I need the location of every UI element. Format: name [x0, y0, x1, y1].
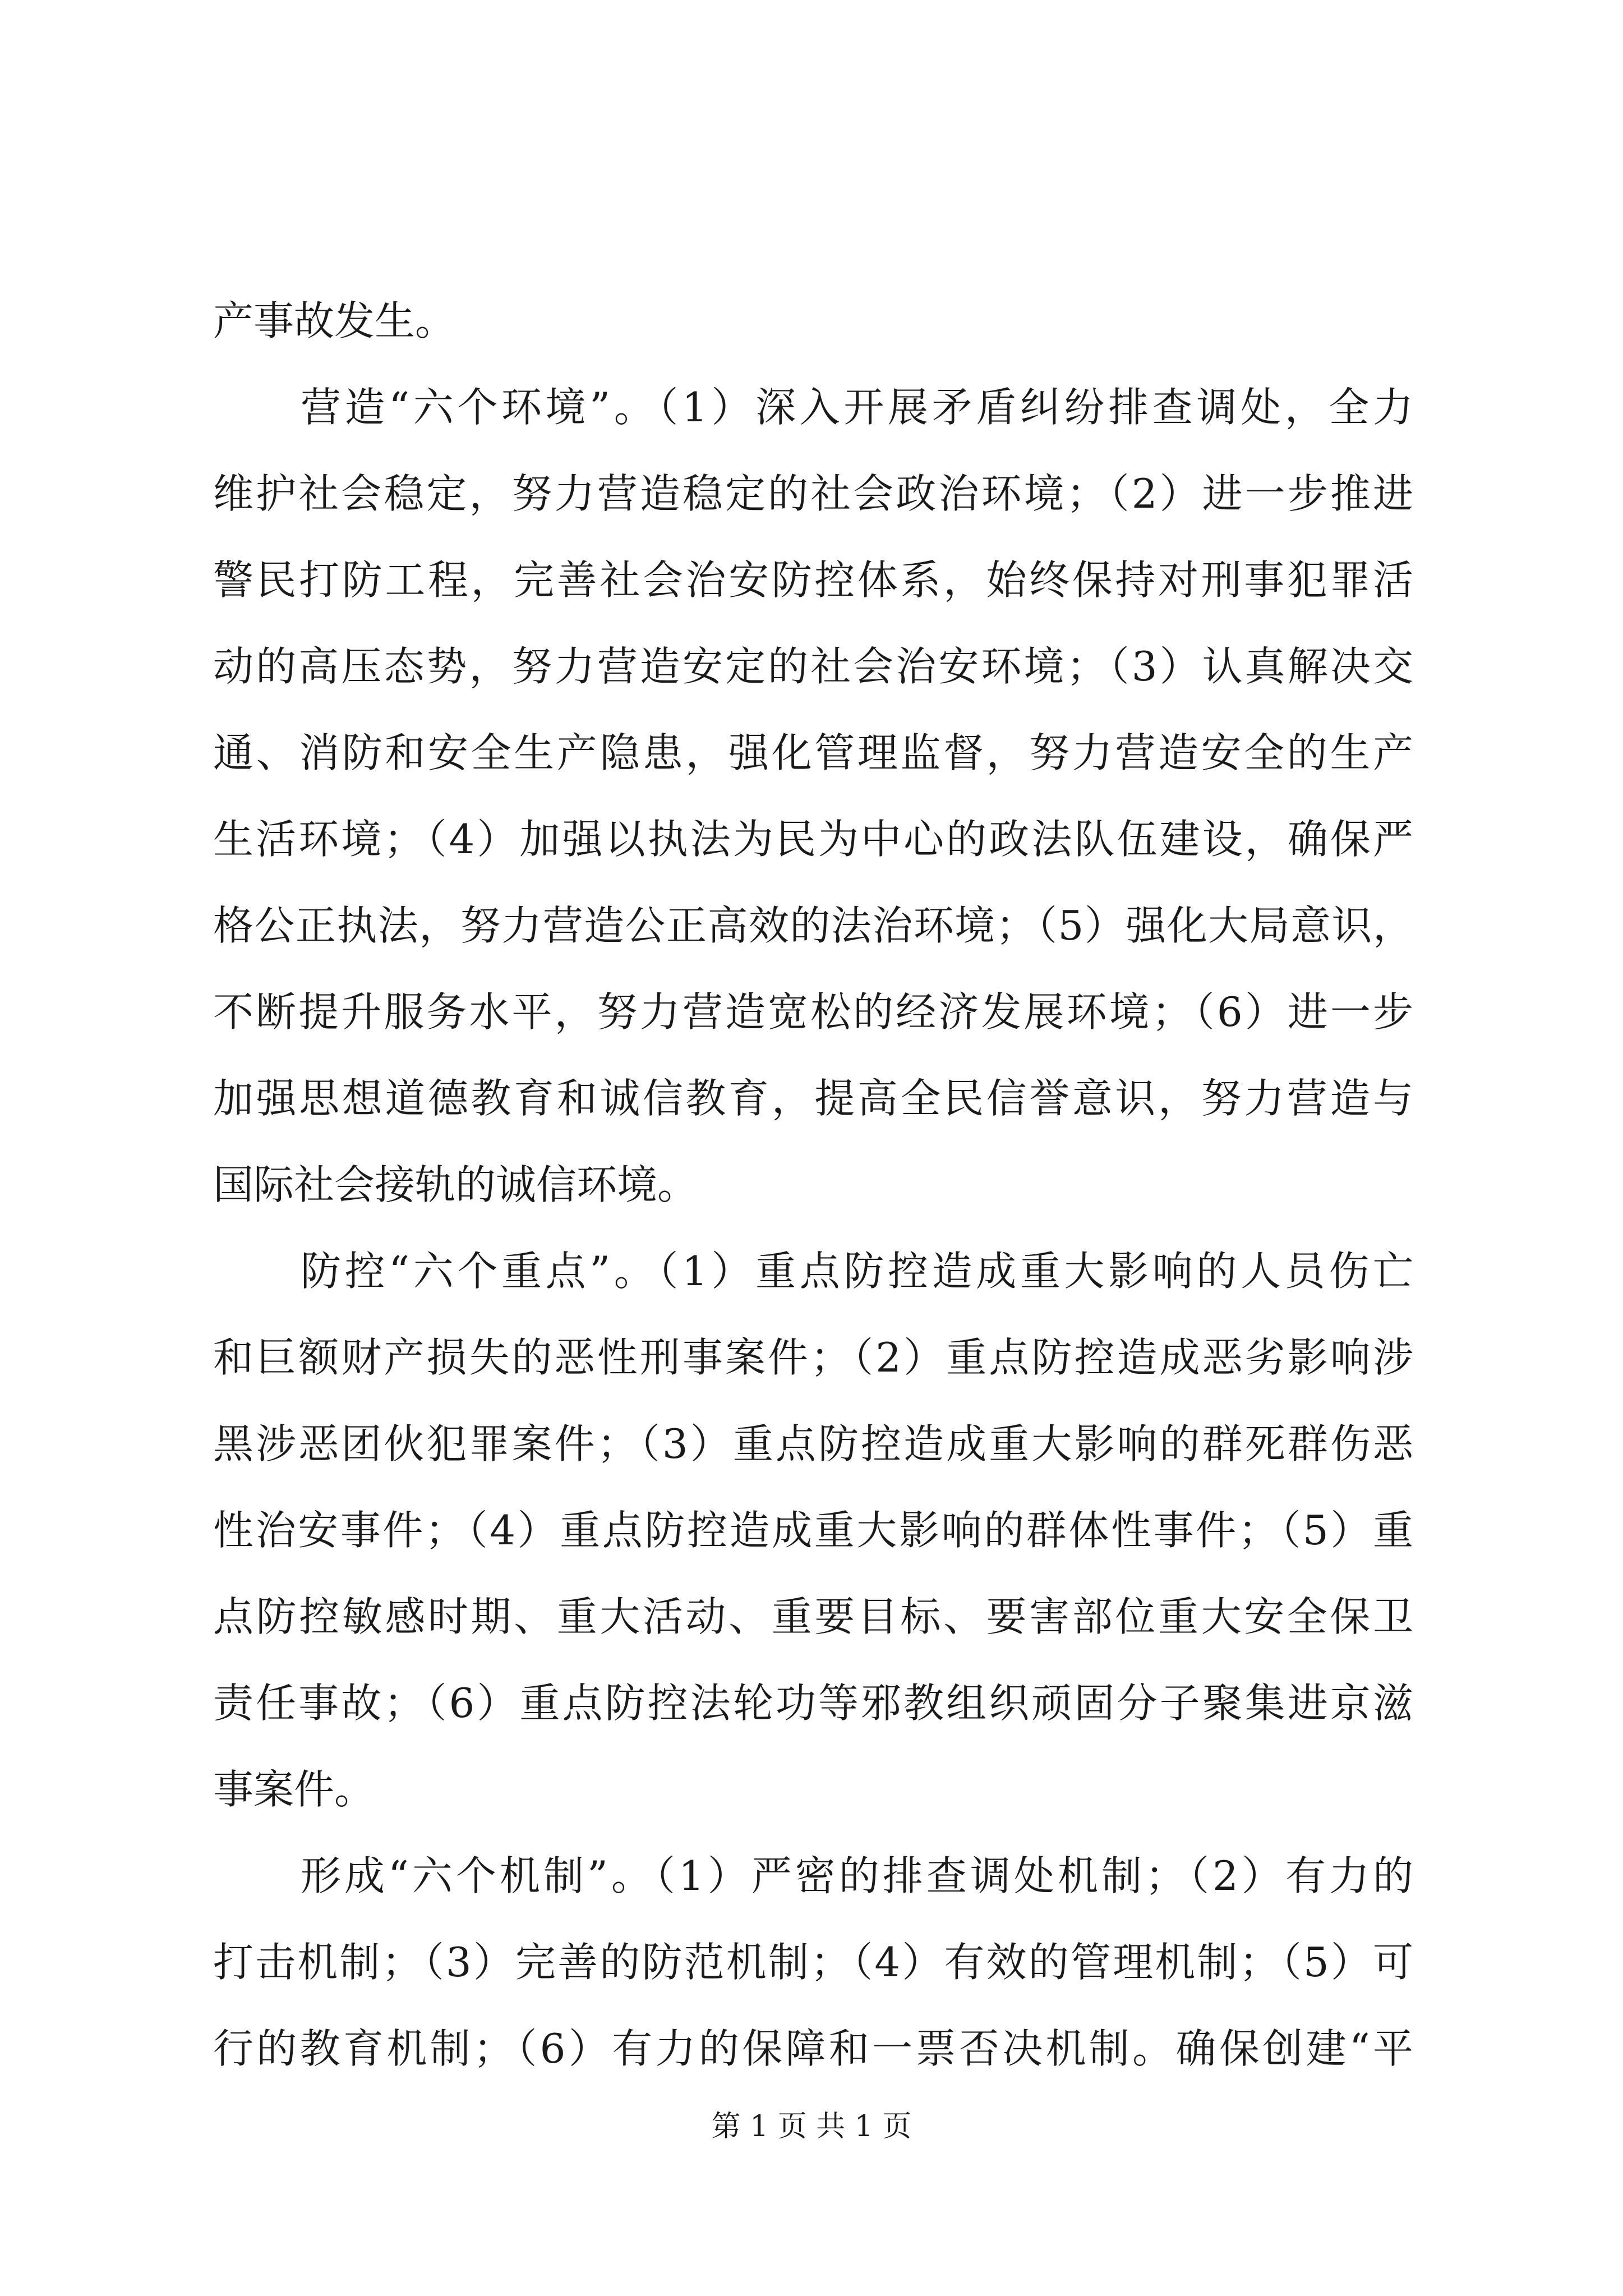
- paragraph-line: 黑涉恶团伙犯罪案件；（3）重点防控造成重大影响的群死群伤恶: [213, 1420, 1413, 1467]
- paragraph-line: 通、消防和安全生产隐患，强化管理监督，努力营造安全的生产: [213, 729, 1413, 776]
- paragraph-line: 警民打防工程，完善社会治安防控体系，始终保持对刑事犯罪活: [213, 556, 1413, 604]
- paragraph-line: 形成“六个机制”。（1）严密的排查调处机制；（2）有力的: [301, 1852, 1413, 1899]
- paragraph-line: 点防控敏感时期、重大活动、重要目标、要害部位重大安全保卫: [213, 1593, 1413, 1640]
- paragraph-line: 维护社会稳定，努力营造稳定的社会政治环境；（2）进一步推进: [213, 470, 1413, 517]
- paragraph-line: 责任事故；（6）重点防控法轮功等邪教组织顽固分子聚集进京滋: [213, 1680, 1413, 1727]
- paragraph-line: 动的高压态势，努力营造安定的社会治安环境；（3）认真解决交: [213, 643, 1413, 690]
- paragraph-line: 产事故发生。: [213, 297, 456, 344]
- paragraph-line: 国际社会接轨的诚信环境。: [213, 1161, 698, 1208]
- paragraph-line: 打击机制；（3）完善的防范机制；（4）有效的管理机制；（5）可: [213, 1939, 1413, 1986]
- paragraph-line: 性治安事件；（4）重点防控造成重大影响的群体性事件；（5）重: [213, 1507, 1413, 1554]
- page-footer: 第 1 页 共 1 页: [711, 2110, 912, 2143]
- paragraph-line: 加强思想道德教育和诚信教育，提高全民信誉意识，努力营造与: [213, 1075, 1413, 1122]
- document-body: [213, 278, 1413, 2092]
- paragraph-line: 防控“六个重点”。（1）重点防控造成重大影响的人员伤亡: [301, 1248, 1413, 1295]
- paragraph-line: 事案件。: [213, 1766, 375, 1813]
- paragraph-line: 行的教育机制；（6）有力的保障和一票否决机制。确保创建“平: [213, 2025, 1413, 2072]
- paragraph-line: 不断提升服务水平，努力营造宽松的经济发展环境；（6）进一步: [213, 988, 1413, 1036]
- paragraph-line: 和巨额财产损失的恶性刑事案件；（2）重点防控造成恶劣影响涉: [213, 1334, 1413, 1381]
- paragraph-line: 生活环境；（4）加强以执法为民为中心的政法队伍建设，确保严: [213, 816, 1413, 863]
- paragraph-line: 营造“六个环境”。（1）深入开展矛盾纠纷排查调处，全力: [301, 384, 1413, 431]
- paragraph-line: 格公正执法，努力营造公正高效的法治环境；（5）强化大局意识，: [213, 902, 1413, 949]
